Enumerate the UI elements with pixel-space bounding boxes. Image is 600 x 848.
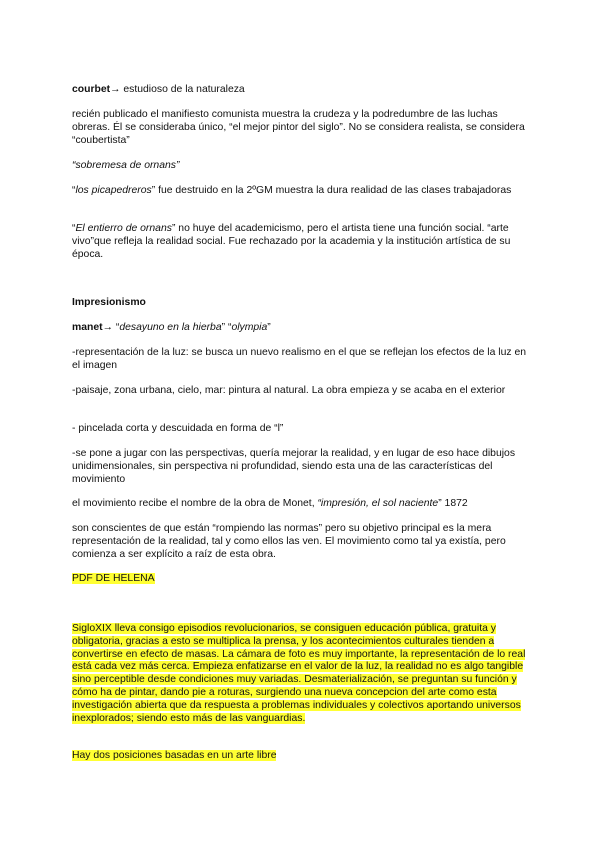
conscious-paragraph: son conscientes de que están “rompiendo las normas” pero su objetivo principal es la mera representación de la realidad, tal y como ellos las ven. El movimiento como tal ya existía, pero comienza a ser explícito a raíz de esta obra. — [72, 523, 506, 560]
courbet-work-sobremesa: “sobremesa de ornans” — [72, 160, 180, 171]
manet-name: manet — [72, 322, 103, 333]
manet-arrow: → “ — [102, 322, 120, 333]
manet-sep: ” “ — [221, 322, 232, 333]
helena-last-line-text: Hay dos posiciones basadas en un arte libre — [72, 750, 277, 761]
helena-last-line — [72, 750, 532, 763]
quote-open: “ — [72, 223, 76, 234]
monet-work-title: “impresión, el sol naciente — [317, 498, 439, 509]
manet-work-olympia: olympia — [231, 322, 268, 333]
bullet-pincelada: - pincelada corta y descuidada en forma de “l” — [72, 423, 284, 434]
quote-open: “ — [72, 185, 76, 196]
bullet-paisaje: -paisaje, zona urbana, cielo, mar: pintura al natural. La obra empieza y se acaba en el exterior — [72, 385, 506, 396]
section-heading-impresionismo: Impresionismo — [72, 297, 146, 308]
helena-paragraph-text: SigloXIX lleva consigo episodios revolucionarios, se consiguen educación pública, gratuita y obligatoria, gracias a esto se multiplica la prensa, y los acontecimientos culturales tienden a convertirse en efecto de masas. La cámara de foto es muy importante, la representación de lo real está cada vez más cerca. Empieza enfatizarse en el valor de la luz, la realidad no es algo tangible sino perceptible desde condiciones muy variadas. Desmaterialización, se preguntan su función y cómo ha de pintar, dando pie a roturas, surgiendo una nueva concepcion del arte como esta investigación abierta que da respuesta a problemas individuales y colectivos aportando universos inexplorados; siendo esto más de las vanguardias. — [72, 623, 526, 724]
pdf-helena-label-text: PDF DE HELENA — [72, 573, 155, 584]
manet-close: ” — [267, 322, 271, 333]
bullet-luz: -representación de la luz: se busca un nuevo realismo en el que se reflejan los efectos de la luz en el imagen — [72, 347, 526, 371]
work-title: El entierro de ornans — [75, 223, 172, 234]
courbet-paragraph: recién publicado el manifiesto comunista muestra la crudeza y la podredumbre de las luchas obreras. Él se consideraba único, “el mejor pintor del siglo”. No se considera realista, se considera “coubertista” — [72, 109, 525, 146]
bullet-perspectivas: -se pone a jugar con las perspectivas, quería mejorar la realidad, y en lugar de eso hace dibujos unidimensionales, sin perspectiva ni profundidad, siendo esta una de las características del movimiento — [72, 448, 516, 485]
manet-line — [72, 322, 532, 335]
courbet-desc: → estudioso de la naturaleza — [110, 84, 245, 95]
movement-name-pre: el movimiento recibe el nombre de la obra de Monet, — [72, 498, 318, 509]
manet-work-desayuno: desayuno en la hierba — [119, 322, 222, 333]
helena-paragraph — [72, 623, 532, 725]
pdf-helena-label — [72, 573, 532, 586]
courbet-work-entierro — [72, 223, 532, 261]
courbet-work-picapedreros — [72, 185, 532, 198]
courbet-line — [72, 84, 532, 97]
work-description: ” fue destruido en la 2ºGM muestra la dura realidad de las clases trabajadoras — [151, 185, 512, 196]
courbet-name: courbet — [72, 84, 111, 95]
work-description: ” no huye del academicismo, pero el artista tiene una función social. “arte vivo”que refleja la realidad social. Fue rechazado por la academia y la institución artística de su época. — [72, 223, 511, 260]
movement-name-line — [72, 498, 532, 511]
work-title: los picapedreros — [75, 185, 152, 196]
movement-name-post: ” 1872 — [438, 498, 468, 509]
